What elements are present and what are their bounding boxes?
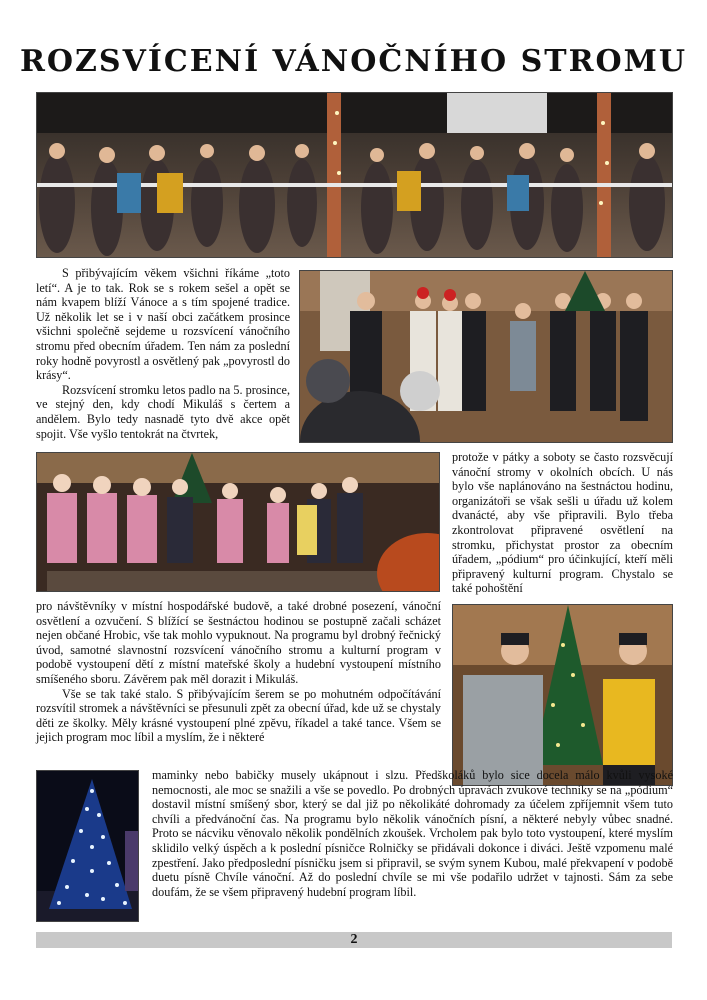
article-paragraph-3: [36, 599, 441, 745]
photo-duet-image: [453, 605, 673, 786]
page-number: 2: [350, 932, 358, 947]
paragraph-choir: maminky nebo babičky musely ukápnout i slzu. Předškoláků bylo sice docela málo kvůli vysoké nemocnosti, ale moc se snažili a vše se povedlo. Po drobných úpravách zvukové techniky se na „pódium“ dostavil místní smíšený sbor, který se dal již po několikáté dohromady za účelem zpříjemnit všem tuto chvíli a předvánoční čas. Na programu bylo několik vánočních písní, a některé nebyly vůbec snadné. Proto se nácviku věnovalo několik pondělních zkoušek. Vrcholem pak bylo toto vystoupení, které myslím sklidilo velký úspěch a k poslední písničce Rolničky se přidávali dokonce i diváci. Ještě vzpomenu malé zpestření. Jako předposlední písničku jsem si připravil, se svým synem Kubou, malé překvapení v podobě duetu písně Chvíle vánoční. Až do poslední chvíle se mi vše podařilo udržet v tajnosti. Sám za sebe doufám, že se všem připravený hudební program líbil.: [152, 768, 673, 899]
photo-lit-tree-image: [37, 771, 139, 922]
page-title: ROZSVÍCENÍ VÁNOČNÍHO STROMU: [19, 44, 688, 79]
article-paragraph-1: [36, 266, 290, 441]
paragraph-preparation: protože v pátky a soboty se často rozsvěcují vánoční stromy v okolních obcích. U nás bylo vše naplánováno na šestnáctou hodinu, organizátoři se však sešli u úřadu už kolem dvanácté, aby vše připravili. Bylo třeba zkontrolovat připravené osvětlení na stromku, přichystat prostor za obecním úřadem, „pódium“ pro účinkující, kteří měli připravený kulturní program. Chystalo se také pohoštění: [452, 450, 673, 596]
paragraph-program: pro návštěvníky v místní hospodářské budově, a také drobné posezení, vánoční osvětlení a ozvučení. S blížící se šestnáctou hodinou se postupně začali scházet nejen občané Hrobic, vše tak mohlo vypuknout. Na programu byl drobný řečnický úvod, samotné slavnostní rozsvícení vánočního stromu a kulturní program v podobě vystoupení dětí z místní mateřské školy a hudební vystoupení místního smíšeného sboru. Závěrem pak měl dorazit i Mikuláš.: [36, 599, 441, 686]
photo-children: [36, 452, 440, 592]
photo-choir: [299, 270, 673, 443]
photo-crowd-image: [37, 93, 673, 258]
photo-choir-image: [300, 271, 673, 443]
article-paragraph-4: [152, 768, 673, 899]
photo-lit-tree: [36, 770, 139, 922]
paragraph-event: Vše se tak také stalo. S přibývajícím šerem se po mohutném odpočítávání rozsvítil stromek a návštěvníci se přesunuli zpět za obecní úřad, kde už se chystaly děti ze školky. Měly krásné vystoupení plné zpěvu, říkadel a také tance. Všem se jejich program moc líbil a myslím, že i některé: [36, 686, 441, 745]
photo-duet: [452, 604, 673, 786]
paragraph-intro: S přibývajícím věkem všichni říkáme „toto letí“. A je to tak. Rok se s rokem sešel a opět se nám kvapem blíží Vánoce a s tím spojené tradice. Už několik let se i v naší obci začátkem prosince všichni společně sejdeme u rozsvícení vánočního stromu před obecním úřadem. Ten nám za poslední roky hodně povyrostl a osvětlený pak „povyrostl do krásy“.: [36, 266, 290, 383]
page-number-bar: [36, 932, 672, 948]
photo-children-image: [37, 453, 440, 592]
paragraph-date: Rozsvícení stromku letos padlo na 5. prosince, ve stejný den, kdy chodí Mikuláš s čertem a andělem. Bylo tedy nasnadě tyto dvě akce opět spojit. Vše vyšlo tentokrát na čtvrtek,: [36, 382, 290, 441]
article-paragraph-2: [452, 450, 673, 596]
photo-crowd: [36, 92, 673, 258]
